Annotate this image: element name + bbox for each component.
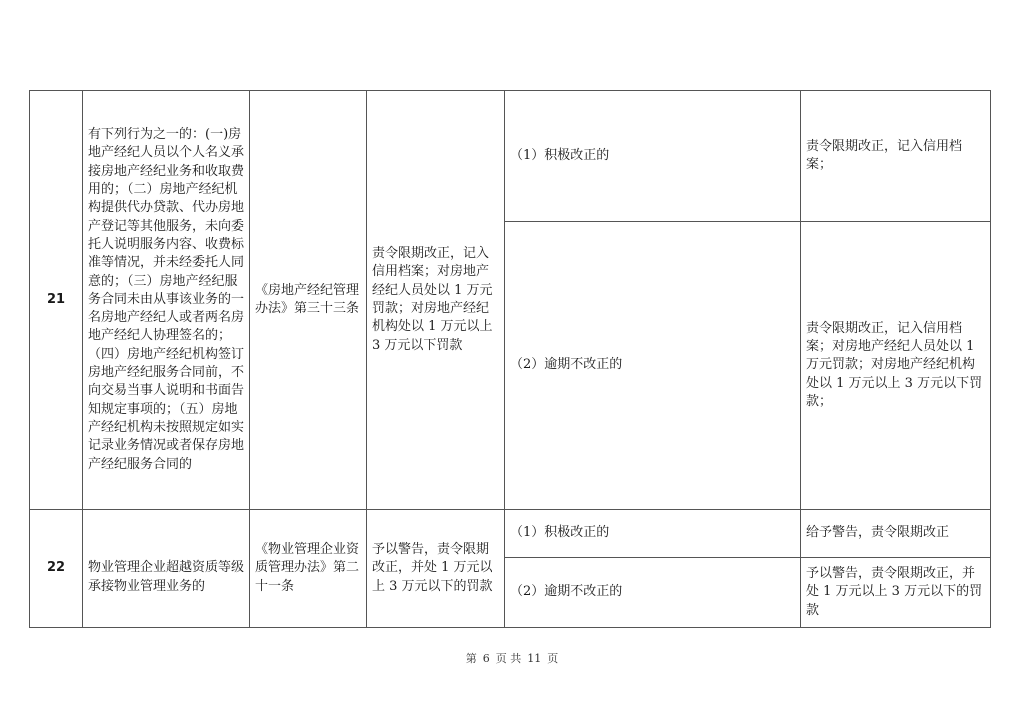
footer-suffix: 页 bbox=[547, 652, 559, 665]
legal-basis-cell: 《房地产经纪管理办法》第三十三条 bbox=[250, 91, 367, 510]
total-pages-number: 11 bbox=[527, 652, 542, 665]
circumstance-cell: （1）积极改正的 bbox=[505, 510, 801, 558]
penalty-standard-cell: 责令限期改正，记入信用档案；对房地产经纪人员处以 1 万元罚款；对房地产经纪机构处以 1 万元以上 3 万元以下罚款； bbox=[801, 222, 991, 510]
footer-middle: 页 共 bbox=[495, 652, 522, 665]
penalty-standards-table bbox=[29, 90, 991, 628]
current-page-number: 6 bbox=[482, 652, 490, 665]
circumstance-cell: （2）逾期不改正的 bbox=[505, 558, 801, 628]
violation-behavior-cell: 有下列行为之一的：(一)房地产经纪人员以个人名义承接房地产经纪业务和收取费用的；（二）房地产经纪机构提供代办贷款、代办房地产登记等其他服务，未向委托人说明服务内容、收费标准等情况，并未经委托人同意的；（三）房地产经纪服务合同未由从事该业务的一名房地产经纪人或者两名房地产经纪人协理签名的；（四）房地产经纪机构签订房地产经纪服务合同前，不向交易当事人说明和书面告知规定事项的；（五）房地产经纪机构未按照规定如实记录业务情况或者保存房地产经纪服务合同的 bbox=[83, 91, 250, 510]
row-number: 21 bbox=[30, 91, 83, 510]
penalty-range-cell: 责令限期改正，记入信用档案；对房地产经纪人员处以 1 万元罚款；对房地产经纪机构处以 1 万元以上 3 万元以下罚款 bbox=[367, 91, 505, 510]
row-number: 22 bbox=[30, 510, 83, 628]
penalty-standard-cell: 责令限期改正，记入信用档案； bbox=[801, 91, 991, 222]
circumstance-cell: （1）积极改正的 bbox=[505, 91, 801, 222]
penalty-standard-cell: 给予警告，责令限期改正 bbox=[801, 510, 991, 558]
legal-basis-cell: 《物业管理企业资质管理办法》第二十一条 bbox=[250, 510, 367, 628]
circumstance-cell: （2）逾期不改正的 bbox=[505, 222, 801, 510]
table-row bbox=[30, 91, 991, 222]
footer-prefix: 第 bbox=[465, 652, 477, 665]
violation-behavior-cell: 物业管理企业超越资质等级承接物业管理业务的 bbox=[83, 510, 250, 628]
page-footer bbox=[0, 650, 1024, 666]
penalty-range-cell: 予以警告，责令限期改正，并处 1 万元以上 3 万元以下的罚款 bbox=[367, 510, 505, 628]
table-row bbox=[30, 510, 991, 558]
penalty-standard-cell: 予以警告，责令限期改正，并处 1 万元以上 3 万元以下的罚款 bbox=[801, 558, 991, 628]
